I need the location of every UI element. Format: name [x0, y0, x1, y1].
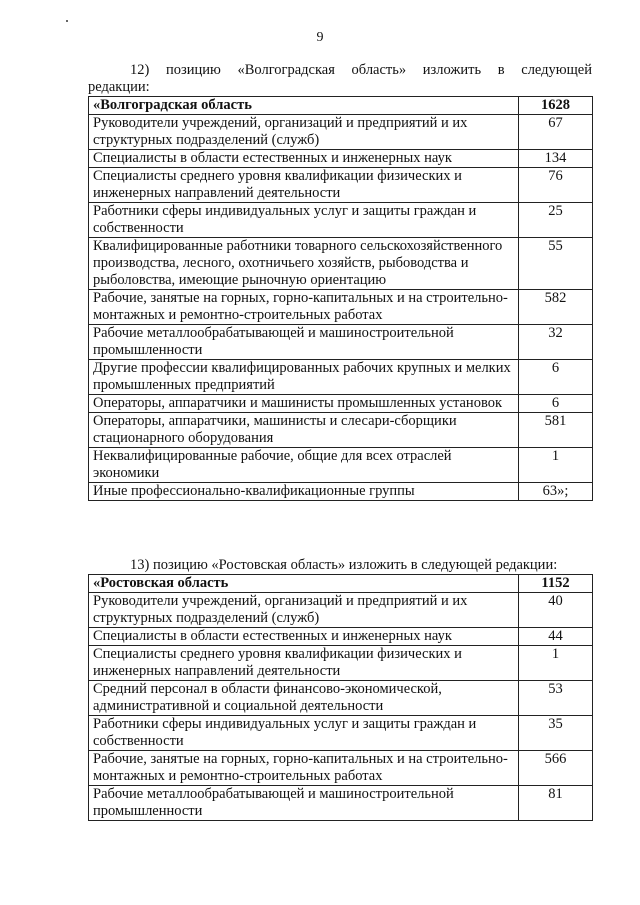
section-12-intro-line1: 12) позицию «Волгоградская область» изложить в следующей: [130, 62, 592, 78]
row-value: 566: [519, 751, 593, 786]
table-header-row: [89, 575, 593, 593]
row-value: 25: [519, 203, 593, 238]
row-name: Рабочие, занятые на горных, горно-капитальных и на строительно-монтажных и ремонтно-строительных работах: [89, 751, 519, 786]
row-value: 44: [519, 628, 593, 646]
table-row: [89, 448, 593, 483]
table-row: [89, 290, 593, 325]
volgograd-table: [88, 96, 593, 501]
table-row: [89, 751, 593, 786]
row-name: Специалисты среднего уровня квалификации физических и инженерных направлений деятельности: [89, 646, 519, 681]
row-name: Руководители учреждений, организаций и предприятий и их структурных подразделений (служб): [89, 593, 519, 628]
table-row: [89, 786, 593, 821]
scan-speck: [66, 20, 68, 22]
row-name: Квалифицированные работники товарного сельскохозяйственного производства, лесного, охотничьего хозяйств, рыбоводства и рыболовства, имеющие рыночную ориентацию: [89, 238, 519, 290]
row-name: Руководители учреждений, организаций и предприятий и их структурных подразделений (служб): [89, 115, 519, 150]
region-name: «Ростовская область: [89, 575, 519, 593]
table-row: [89, 681, 593, 716]
section-12-intro-line2: редакции:: [88, 79, 150, 95]
row-name: Специалисты в области естественных и инженерных наук: [89, 628, 519, 646]
row-name: Работники сферы индивидуальных услуг и защиты граждан и собственности: [89, 716, 519, 751]
table-row: [89, 360, 593, 395]
row-name: Работники сферы индивидуальных услуг и защиты граждан и собственности: [89, 203, 519, 238]
row-name: Операторы, аппаратчики и машинисты промышленных установок: [89, 395, 519, 413]
row-value: 1: [519, 448, 593, 483]
table-row: [89, 325, 593, 360]
table-row: [89, 395, 593, 413]
row-name: Специалисты в области естественных и инженерных наук: [89, 150, 519, 168]
row-value: 76: [519, 168, 593, 203]
row-name: Неквалифицированные рабочие, общие для всех отраслей экономики: [89, 448, 519, 483]
row-value: 67: [519, 115, 593, 150]
row-value: 40: [519, 593, 593, 628]
row-name: Другие профессии квалифицированных рабочих крупных и мелких промышленных предприятий: [89, 360, 519, 395]
row-value: 6: [519, 395, 593, 413]
row-name: Операторы, аппаратчики, машинисты и слесари-сборщики стационарного оборудования: [89, 413, 519, 448]
table-row: [89, 150, 593, 168]
region-total: 1152: [519, 575, 593, 593]
row-name: Иные профессионально-квалификационные группы: [89, 483, 519, 501]
table-row: [89, 593, 593, 628]
row-value: 582: [519, 290, 593, 325]
row-name: Рабочие металлообрабатывающей и машиностроительной промышленности: [89, 786, 519, 821]
row-value: 134: [519, 150, 593, 168]
row-value: 63»;: [519, 483, 593, 501]
row-value: 35: [519, 716, 593, 751]
table-row: [89, 483, 593, 501]
table-row: [89, 716, 593, 751]
row-name: Специалисты среднего уровня квалификации физических и инженерных направлений деятельности: [89, 168, 519, 203]
table-row: [89, 168, 593, 203]
row-value: 53: [519, 681, 593, 716]
table-row: [89, 238, 593, 290]
table-row: [89, 628, 593, 646]
row-name: Средний персонал в области финансово-экономической, административной и социальной деятельности: [89, 681, 519, 716]
row-value: 1: [519, 646, 593, 681]
row-value: 32: [519, 325, 593, 360]
row-value: 6: [519, 360, 593, 395]
table-row: [89, 115, 593, 150]
region-total: 1628: [519, 97, 593, 115]
rostov-table: [88, 574, 593, 821]
row-value: 55: [519, 238, 593, 290]
table-row: [89, 646, 593, 681]
table-header-row: [89, 97, 593, 115]
region-name: «Волгоградская область: [89, 97, 519, 115]
row-name: Рабочие, занятые на горных, горно-капитальных и на строительно-монтажных и ремонтно-строительных работах: [89, 290, 519, 325]
page-number: 9: [316, 30, 324, 45]
row-value: 581: [519, 413, 593, 448]
section-13-intro: 13) позицию «Ростовская область» изложить в следующей редакции:: [130, 557, 558, 573]
table-row: [89, 413, 593, 448]
table-row: [89, 203, 593, 238]
row-name: Рабочие металлообрабатывающей и машиностроительной промышленности: [89, 325, 519, 360]
row-value: 81: [519, 786, 593, 821]
